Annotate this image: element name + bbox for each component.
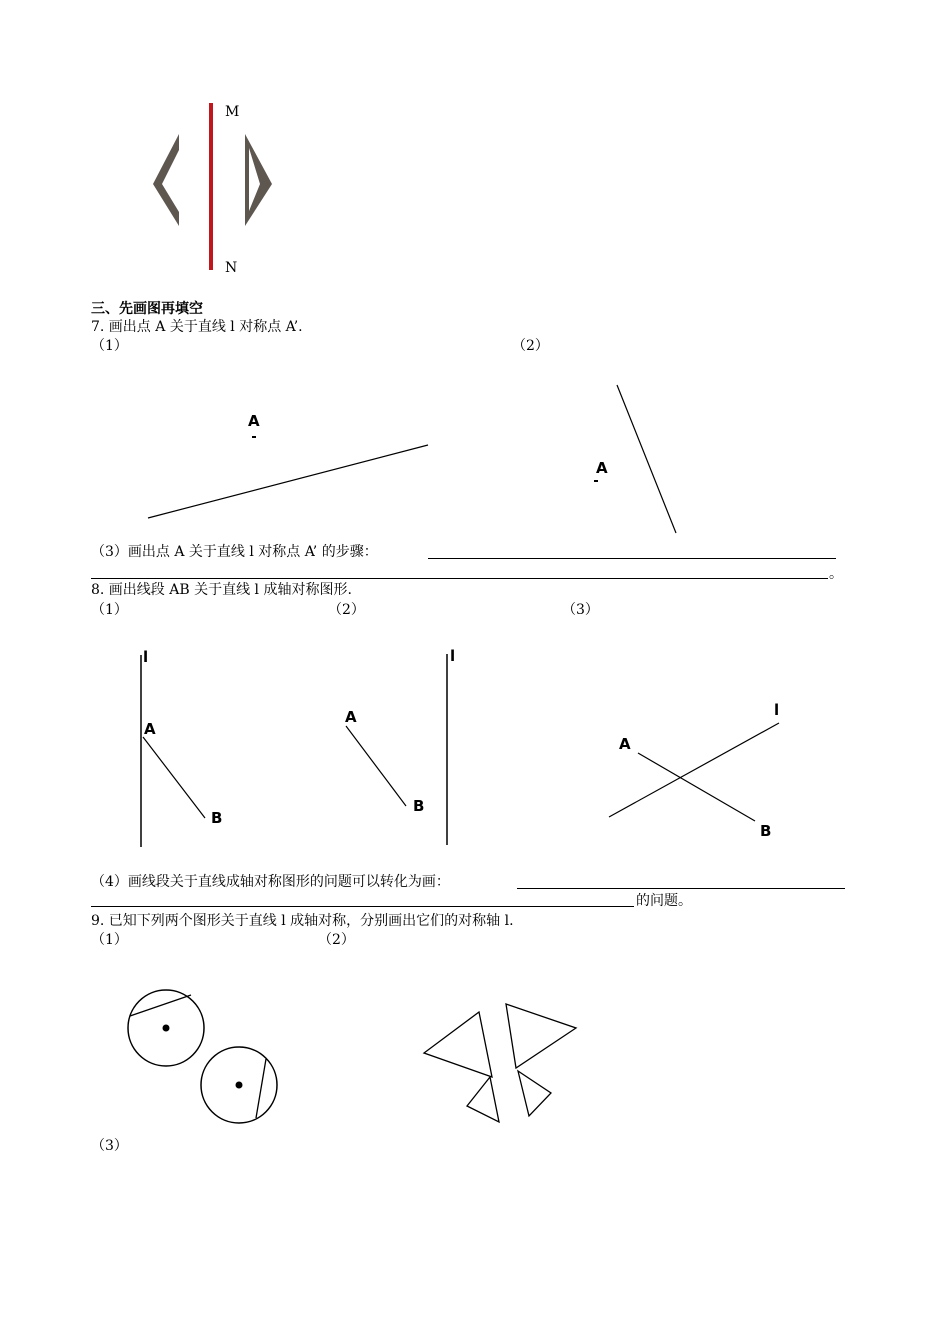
q8-f3-label-a: A [619,735,631,753]
q9-part1: （1） [91,932,128,948]
q8-text: 8. 画出线段 AB 关于直线 l 成轴对称图形. [91,582,352,598]
q9-text: 9. 已知下列两个图形关于直线 l 成轴对称，分别画出它们的对称轴 l. [91,913,514,929]
q8-f1-label-a: A [144,720,156,738]
q8-part4: （4）画线段关于直线成轴对称图形的问题可以转化为画： [91,874,450,890]
q8-f1-label-l: l [143,648,149,666]
q9-left-big-triangle [424,1012,492,1077]
label-n: N [225,260,238,276]
q7-part2: （2） [512,338,549,354]
q9-part2: （2） [318,932,355,948]
q7-label-a2: A [596,459,608,477]
q9-chord-2 [256,1059,266,1118]
q8-part4-end: 的问题。 [636,893,692,909]
q8-part1: （1） [91,602,128,618]
q9-center-2 [236,1082,243,1089]
q7-label-a1: A [248,412,260,430]
q7-text: 7. 画出点 A 关于直线 l 对称点 A’. [91,319,303,335]
q7-part1: （1） [91,338,128,354]
q8-f2-label-a: A [345,708,357,726]
q9-left-small-triangle [467,1077,499,1122]
q9-right-big-triangle [506,1004,576,1068]
q8-f2-label-l: l [450,647,456,665]
q9-part3: （3） [91,1138,128,1154]
q8-f1-label-b: B [211,809,223,827]
q8-part3: （3） [562,602,599,618]
q7-part3: （3）画出点 A 关于直线 l 对称点 A’ 的步骤： [91,544,378,560]
q8-f3-label-l: l [774,701,780,719]
q7-end-mark: 。 [829,566,843,582]
section-heading: 三、先画图再填空 [91,301,203,317]
q8-f3-label-b: B [760,822,772,840]
label-m: M [225,104,240,120]
q8-part2: （2） [328,602,365,618]
q9-right-small-triangle [518,1071,551,1116]
q9-chord-1 [130,995,191,1016]
q9-center-1 [163,1025,170,1032]
q8-f2-label-b: B [413,797,425,815]
